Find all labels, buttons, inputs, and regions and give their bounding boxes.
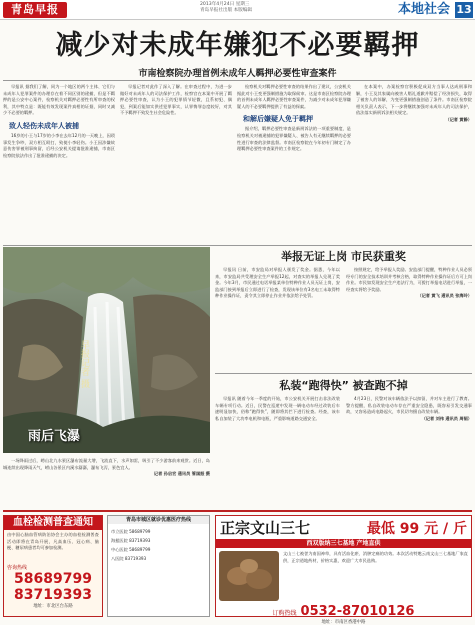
divider <box>3 80 472 81</box>
article-paragraph: 4月23日，民警对该车辆依法予以扣留，并对车主进行了教育。警方提醒，私自改装电动车存在严重安全隐患，既容易引发交通事故，又容易造成电路起火，市民切勿擅自改装车辆。 <box>346 396 472 415</box>
story3-headline: 私装“跑得快” 被查跑不掉 <box>279 379 408 392</box>
date-line <box>200 2 380 14</box>
sanqi-root-image <box>219 551 279 601</box>
article-paragraph: 据介绍，羁押必要性审查是新刑诉法的一项重要制度，是检察机关对被逮捕的犯罪嫌疑人、被告人有无继续羁押的必要性进行审查的法律监督。市南区检察院在今年初专门制定了办理羁押必要性审查案件的工作规定。 <box>237 126 351 152</box>
ad-phone: 0532-87010126 <box>300 604 415 619</box>
ad-phone-row <box>216 604 471 619</box>
byline: （记者 刘伟 通讯员 周韬） <box>421 415 472 421</box>
article-paragraph: 早报讯 随着今年一季度的开始，市公安机关开展打击非法改装车辆专项行动。近日，民警在巡逻中发现一辆电动车经过改装后车速明显加快，俗称“跑得快”，随即将其拦下进行检查。经查，该车私自加装了大功率电机和电瓶，严重影响道路交通安全。 <box>215 396 340 421</box>
byline: （记者 黄静） <box>445 116 472 122</box>
article-paragraph: 早报记者对此作了深入了解。在审查过程中，为进一步做好对未成年人的司法保护工作，检察官在本案中开展了羁押必要性审查，认为小王的犯罪情节轻微，且系初犯、偶犯，到案后能如实供述犯罪事实，认罪悔罪态度较好，对其不予羁押不致发生社会危险性。 <box>120 84 232 116</box>
ad-slogan: 西双版纳三七基地 产地直供 <box>216 539 471 548</box>
main-headline: 减少对未成年嫌犯不必要羁押 <box>55 30 420 61</box>
ad-phone-2: 83719393 <box>14 587 92 603</box>
story2-headline: 举报无证上岗 市民获重奖 <box>281 250 406 263</box>
article-paragraph: 在本案中，办案检察官积极促成双方当事人达成刑事和解，小王及其家属向被害人赔礼道歉并赔偿了经济损失，取得了被害人的谅解，为变更强制措施创造了条件。市南区检察院相关负责人表示，下一步将继续加强对未成年人的司法保护，依法落实新刑诉法相关规定。 <box>356 84 472 116</box>
article-paragraph: 16岁的小王与17岁的小李在去年12月的一天晚上，因琐事发生争吵，双方相互殴打，致使小李轻伤。小王因涉嫌故意伤害罪被刑事拘留，后经公安机关提请批准逮捕，市南区检察院依法作出了批准逮捕的决定。 <box>3 132 115 158</box>
ad-title: 血栓检测普查通知 <box>4 516 102 530</box>
section-title: 本地社会 <box>398 2 451 17</box>
divider <box>215 373 472 374</box>
photo-title: 雨后飞瀑 <box>28 429 81 444</box>
article-paragraph: 检察机关对羁押必要性审查的结果作出了建议，公安机关据此对小王变更强制措施为取保候审。这是市南区检察院办理的首例未成年人羁押必要性审查案件，为减少对未成年犯罪嫌疑人的不必要羁押提供了有益的探索。 <box>237 84 351 109</box>
ad-price: 最低 99 元 / 斤 <box>366 521 467 537</box>
paper-logo: 青岛早报 <box>3 2 67 18</box>
waterfall-photo-image <box>3 247 210 453</box>
ad-header <box>216 516 471 539</box>
ad-body <box>216 548 471 604</box>
list-item: 市立医院 58689799 <box>111 529 151 534</box>
waterfall-photo <box>3 247 210 453</box>
story3-column-2 <box>346 396 472 506</box>
ad-text: 由中国心脑血管病防治协会主办的血栓检测普查活动即将在青岛开展，凡高血压、冠心病、脑梗、糖尿病患者均可参加检测。 <box>7 532 99 551</box>
publisher-text: 青岛早报社出版 本版编辑 <box>200 8 252 13</box>
photo-credit-stamp: 早报记者 摄 <box>79 340 89 388</box>
article-paragraph: 按照规定，给予举报人奖励。安监部门提醒，特种作业人员必须经专门的安全技术培训并考核合格，取得特种作业操作证后方可上岗作业。市民如发现安全生产违法行为，可拨打举报电话进行举报，一经查实将给予奖励。 <box>346 267 472 292</box>
ad-hotline-label: 咨询热线 <box>7 565 28 571</box>
story3-column-1 <box>215 396 340 506</box>
story2-column-1 <box>215 267 340 370</box>
ad-phone-1: 58689799 <box>14 571 92 587</box>
page-number: 13 <box>456 3 472 16</box>
article-paragraph: 早报讯 据我们了解，同为一个地区的两个主体、它们与未成年人犯罪案件的办理存在着不同区别的逮捕，但是不羁押的是公安中心案件，检察机关对羁押必要性有所审查的权利，其中特点是：既能有效发现案件真相的证据，同时又减少不必要的羁押。 <box>3 84 115 116</box>
ad-divider <box>3 510 472 512</box>
ad-blood-clot-screening <box>3 515 103 617</box>
photo-caption <box>3 458 210 508</box>
top-story-column-1 <box>3 84 115 244</box>
photo-caption-text: 一场降雨过后，崂山北九水景区瀑布流量大增，飞流直下，水声如雷，吸引了不少游客前来观赏。近日，岛城连续出现降雨天气，崂山各景区内溪水潺潺，瀑布飞泻，景色宜人。 <box>3 458 210 470</box>
ad-sanqi <box>215 515 472 625</box>
sanqi-product-image <box>219 551 279 601</box>
story2-column-2 <box>346 267 472 370</box>
main-subheadline: 市南检察院办理首例未成年人羁押必要性审查案件 <box>138 69 337 79</box>
ad-title: 正宗文山三七 <box>220 519 311 537</box>
article-paragraph: 早报讯 日前，市安监局对举报人颁发了奖金。据悉，今年以来，市安监局共受理安全生产举报12起，对查实的举报人兑现了奖金。今年3月，市民通过电话举报某单位特种作业人员无证上岗，安监部门接到举报后立即进行了检查，发现该单位有3名电工未取得特种作业操作证，责令其立即停止作业并依法给予处罚。 <box>215 267 340 299</box>
ad-footer: 地址：市南区香港中路 <box>321 620 366 625</box>
ad-title: 青岛市城区就诊优惠医疗热线 <box>108 516 209 524</box>
ad-hospital-hotline <box>107 515 210 617</box>
masthead <box>0 0 475 20</box>
ad-text: 文山三七被誉为南国神草，具有活血化瘀、消肿定痛的功效。本次活动特邀云南文山三七基地厂家直供，正宗道地药材，价格实惠，欢迎广大市民选购。 <box>283 551 468 563</box>
list-item: 八医院 83719393 <box>111 556 147 561</box>
date-text: 2013年4月24日 星期三 <box>200 2 250 7</box>
article-subhead: 致人轻伤未成年人被捕 <box>9 121 79 130</box>
list-item: 海慈医院 83719393 <box>111 538 151 543</box>
ad-phone-label: 订购热线 <box>272 610 297 617</box>
list-item: 中心医院 58689799 <box>111 547 151 552</box>
top-story-column-3 <box>237 84 351 244</box>
divider <box>3 245 472 246</box>
byline: （记者 黄飞 通讯员 张海玲） <box>417 293 472 299</box>
ad-footer: 地址：市北区台东路 <box>33 604 73 609</box>
top-story-column-4 <box>356 84 472 244</box>
photo-byline: 记者 孙启宏 通讯员 管国振 摄 <box>153 471 210 477</box>
article-subhead: 和解后嫌疑人免于羁押 <box>243 115 313 124</box>
top-story-column-2 <box>120 84 232 244</box>
ad-list <box>108 524 209 566</box>
